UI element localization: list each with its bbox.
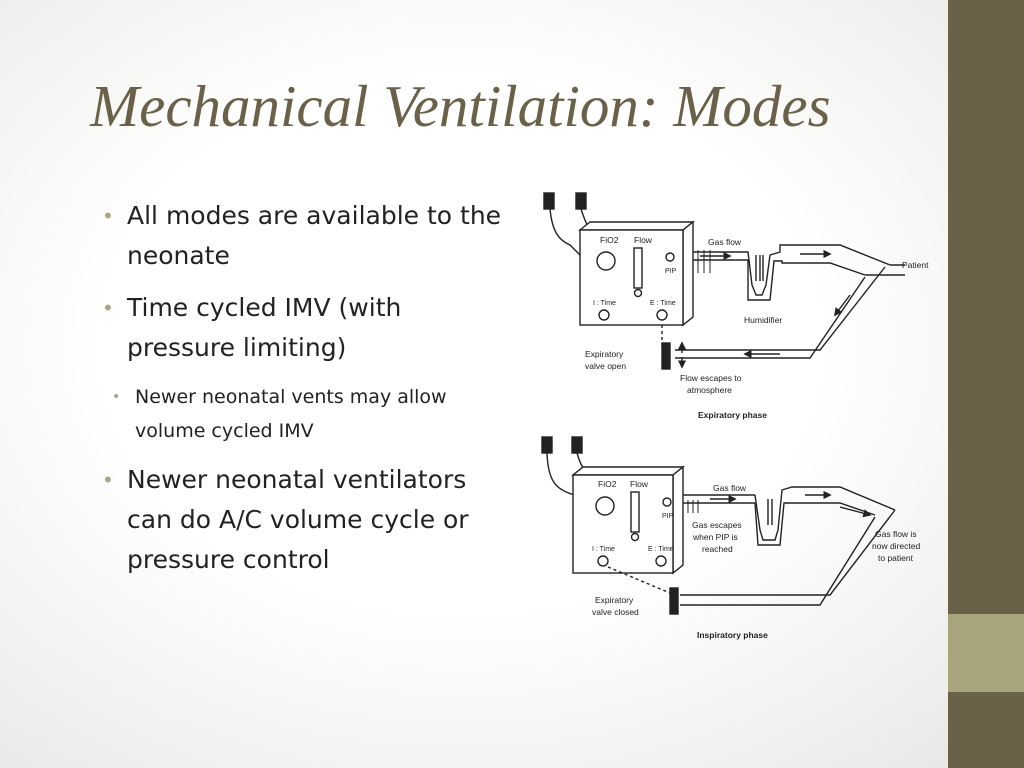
humidifier-icon [768,499,772,525]
directed-label-line2: now directed [872,541,921,551]
ventilator-box-side [673,467,683,573]
valve-label-line1: Expiratory [595,595,634,605]
inspiratory-phase-caption: Inspiratory phase [697,630,768,640]
gas-supply-tube [550,209,580,255]
i-time-label: I : Time [592,546,615,553]
patient-connector [865,265,905,275]
slide-title: Mechanical Ventilation: Modes [90,73,831,139]
ventilator-box-top [573,467,683,475]
gas-connector-icon [572,437,582,453]
gas-supply-tube [547,453,575,495]
ventilator-box [580,230,683,325]
patient-label: Patient [902,260,929,270]
bullet-list [102,196,502,592]
escape-label-line2: when PIP is [693,532,738,542]
flow-label: Flow [630,479,648,489]
gas-supply-tube [577,453,588,469]
i-time-label: I : Time [593,300,616,307]
expiratory-phase-diagram [544,193,905,369]
decorative-side-accent [948,614,1024,692]
gas-connector-icon [542,437,552,453]
expiratory-phase-caption: Expiratory phase [698,410,767,420]
valve-label-line2: valve closed [592,607,639,617]
directed-label-line1: Gas flow is [875,529,917,539]
humidifier-icon [756,255,763,281]
pressure-valve-icon [688,500,698,513]
sub-bullet-item: • Newer neonatal vents may allow volume cycled IMV [102,380,502,448]
pip-label: PIP [662,513,674,520]
valve-outlet [675,350,695,358]
valve-label-line2: valve open [585,361,627,371]
flow-arrow-icon [835,295,850,315]
escape-label-line1: Flow escapes to [680,373,742,383]
fio2-label: FiO2 [600,235,619,245]
gas-flow-label: Gas flow [708,237,742,247]
escape-label-line2: atmosphere [687,385,732,395]
ventilator-box-side [683,222,693,325]
inspiratory-tube-lower [755,503,875,545]
ventilator-box-top [580,222,693,230]
escape-label-line3: reached [702,544,733,554]
humidifier-label: Humidifier [744,315,783,325]
pressure-valve-icon [698,250,710,273]
gas-connector-icon [544,193,554,209]
bullet-item: • All modes are available to the neonate [102,196,502,276]
bullet-item: • Newer neonatal ventilators can do A/C volume cycle or pressure control [102,460,502,580]
fio2-label: FiO2 [598,479,617,489]
bullet-item [102,288,502,368]
flow-label: Flow [634,235,652,245]
escape-label-line1: Gas escapes [692,520,742,530]
e-time-label: E : Time [648,546,674,553]
e-time-label: E : Time [650,300,676,307]
gas-connector-icon [576,193,586,209]
gas-flow-label: Gas flow [713,483,747,493]
bullet-text: Time cycled IMV (with pressure limiting) [127,293,402,362]
expiratory-valve-icon [662,343,670,369]
valve-label-line1: Expiratory [585,349,624,359]
sub-bullet-list [102,380,502,448]
ventilator-diagram [530,185,940,650]
directed-label-line3: to patient [878,553,913,563]
expiratory-valve-icon [670,588,678,614]
ventilator-box [573,475,673,573]
expiratory-limb [695,267,885,358]
sub-bullet-group [102,380,502,448]
pip-label: PIP [665,268,677,275]
